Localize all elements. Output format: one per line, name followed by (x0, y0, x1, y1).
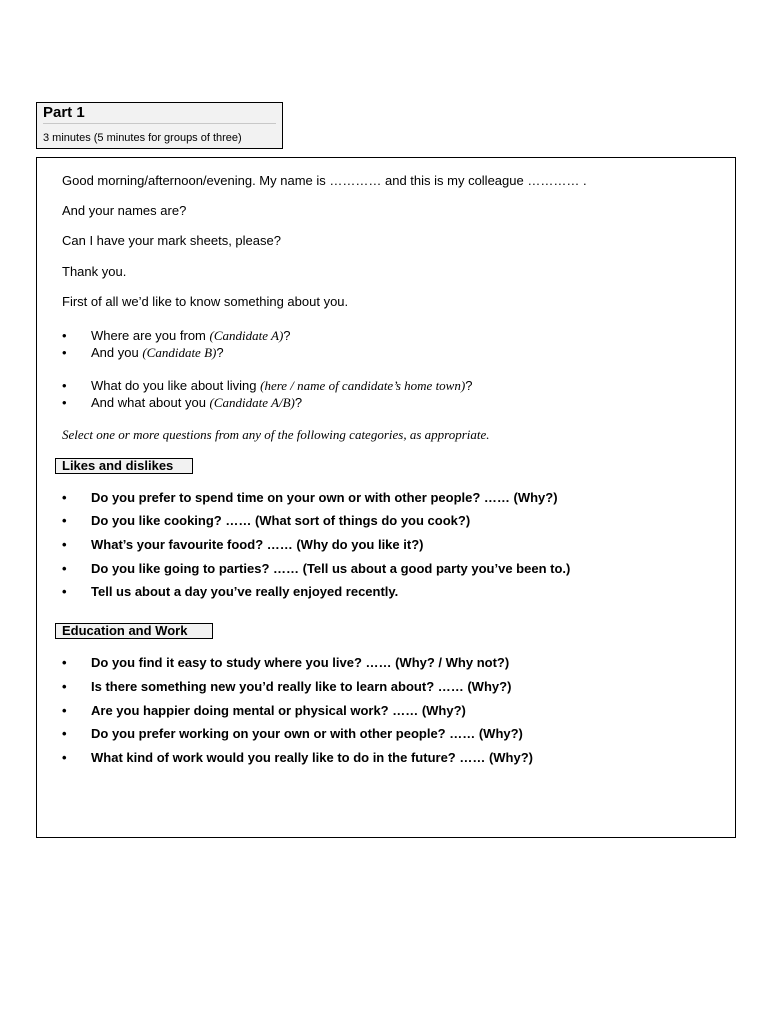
intro-about-you: First of all we’d like to know something about you. (62, 294, 349, 309)
question-text: Is there something new you’d really like to learn about? …… (Why?) (91, 679, 512, 694)
question-text: What kind of work would you really like to do in the future? …… (Why?) (91, 750, 533, 765)
question-end: ? (465, 378, 473, 393)
part-timing: 3 minutes (5 minutes for groups of three) (43, 132, 242, 144)
question-text: Do you find it easy to study where you live? …… (Why? / Why not?) (91, 655, 510, 670)
bullet-icon: • (62, 584, 67, 599)
question-text: Are you happier doing mental or physical work? …… (Why?) (91, 703, 466, 718)
bullet-icon: • (62, 378, 67, 393)
question-text: Do you like going to parties? …… (Tell us about a good party you’ve been to.) (91, 561, 571, 576)
part-divider (43, 123, 276, 124)
bullet-icon: • (62, 726, 67, 741)
bullet-icon: • (62, 328, 67, 343)
part-header-box (36, 102, 283, 149)
intro-thanks: Thank you. (62, 264, 127, 279)
question-text: Where are you from (91, 328, 210, 343)
bullet-icon: • (62, 703, 67, 718)
bullet-icon: • (62, 345, 67, 360)
question-text: Do you prefer working on your own or with other people? …… (Why?) (91, 726, 523, 741)
question-end: ? (294, 395, 303, 410)
intro-greeting: Good morning/afternoon/evening. My name is ………… and this is my colleague ………… . (62, 173, 587, 188)
question-note: (Candidate A/B) (209, 395, 295, 410)
question-note: (here / name of candidate’s home town) (260, 378, 466, 393)
question-text: What do you like about living (91, 378, 261, 393)
bullet-icon: • (62, 513, 67, 528)
bullet-icon: • (62, 490, 67, 505)
intro-names: And your names are? (62, 203, 187, 218)
part-title: Part 1 (43, 104, 85, 121)
question-text: What’s your favourite food? …… (Why do you like it?) (91, 537, 424, 552)
examiner-instruction: Select one or more questions from any of the following categories, as appropriate. (62, 427, 490, 442)
question-text: Tell us about a day you’ve really enjoyed recently. (91, 584, 399, 599)
bullet-icon: • (62, 655, 67, 670)
bullet-icon: • (62, 679, 67, 694)
category-label-education: Education and Work (55, 623, 213, 639)
question-note: (Candidate B) (142, 345, 217, 360)
script-box (36, 157, 736, 838)
intro-mark-sheets: Can I have your mark sheets, please? (62, 233, 281, 248)
question-end: ? (283, 328, 291, 343)
bullet-icon: • (62, 395, 67, 410)
question-text: Do you prefer to spend time on your own or with other people? …… (Why?) (91, 490, 558, 505)
question-text: Do you like cooking? …… (What sort of things do you cook?) (91, 513, 471, 528)
bullet-icon: • (62, 561, 67, 576)
bullet-icon: • (62, 750, 67, 765)
question-text: And you (91, 345, 143, 360)
question-note: (Candidate A) (209, 328, 284, 343)
bullet-icon: • (62, 537, 67, 552)
question-text: And what about you (91, 395, 210, 410)
question-end: ? (216, 345, 224, 360)
category-label-likes: Likes and dislikes (55, 458, 193, 474)
